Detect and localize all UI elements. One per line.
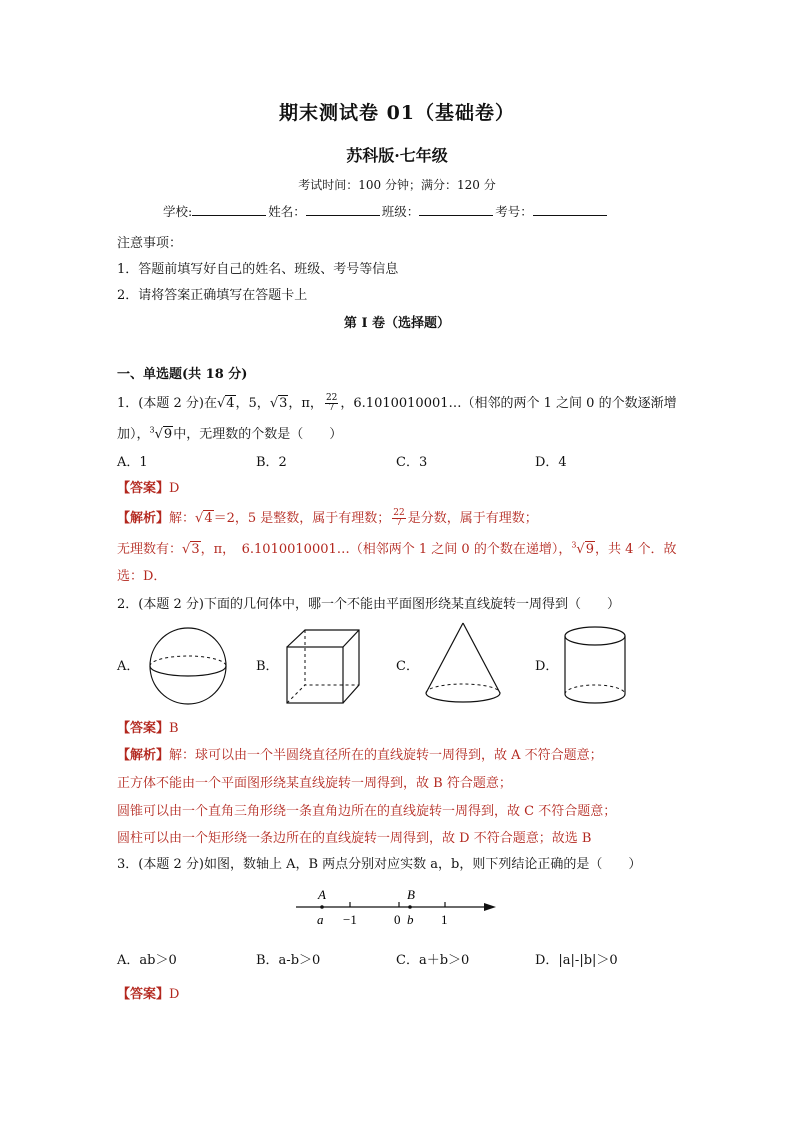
q1-option-c[interactable]: C．3 xyxy=(396,455,428,470)
value-a-label: a xyxy=(317,912,324,927)
q2-analysis-line1: 【解析】解：球可以由一个半圆绕直径所在的直线旋转一周得到，故 A 不符合题意； xyxy=(117,748,603,763)
cylinder-icon xyxy=(561,624,629,708)
q2-answer: 【答案】B xyxy=(117,721,179,736)
value-b-label: b xyxy=(407,912,414,927)
q1-option-b[interactable]: B．2 xyxy=(256,455,287,470)
exam-number-label: 考号： xyxy=(495,204,533,219)
q3-option-c[interactable]: C．a＋b＞0 xyxy=(396,953,470,968)
q3-option-d[interactable]: D．|a|-|b|＞0 xyxy=(535,953,618,968)
notes-heading: 注意事项： xyxy=(117,236,183,251)
q3-answer: 【答案】D xyxy=(117,987,180,1002)
page-subtitle: 苏科版·七年级 xyxy=(346,146,448,165)
exam-number-blank xyxy=(533,203,607,216)
section-title: 一、单选题(共 18 分) xyxy=(117,367,248,382)
q1-analysis-line3: 选：D． xyxy=(117,569,167,584)
exam-time: 考试时间：100 分钟；满分：120 分 xyxy=(298,178,496,192)
cone-icon xyxy=(423,620,503,708)
point-b xyxy=(408,905,412,909)
q1-option-d[interactable]: D．4 xyxy=(535,455,567,470)
q2-option-d[interactable]: D． xyxy=(535,659,559,674)
question-3-stem: 3．(本题 2 分)如图，数轴上 A，B 两点分别对应实数 a，b，则下列结论正确的是（ ） xyxy=(117,857,642,872)
q2-option-a[interactable]: A． xyxy=(117,659,140,674)
class-label: 班级： xyxy=(381,204,420,219)
question-1-stem: 1．(本题 2 分)在√4，5，√3，π， $\frac{22}{7}$ ，6.1010010001…（相邻的两个 1 之间 0 的个数逐渐增 xyxy=(117,393,677,413)
q2-analysis-line4: 圆柱可以由一个矩形绕一条边所在的直线旋转一周得到，故 D 不符合题意；故选 B xyxy=(117,831,592,846)
q2-option-b[interactable]: B． xyxy=(256,659,279,674)
note-item: 2．请将答案正确填写在答题卡上 xyxy=(117,288,308,303)
school-label: 学校: xyxy=(163,204,193,219)
q1-option-a[interactable]: A．1 xyxy=(117,455,148,470)
question-1-stem-line2: 加），$^3$√9中，无理数的个数是（ ） xyxy=(117,425,343,442)
q1-analysis-line2: 无理数有：√3，π， 6.1010010001…（相邻两个 1 之间 0 的个数在递增），$^3$√9，共 4 个．故 xyxy=(117,540,677,557)
school-blank xyxy=(192,203,266,216)
part-title: 第 I 卷（选择题） xyxy=(343,316,451,331)
sphere-icon xyxy=(146,625,230,707)
q3-option-a[interactable]: A．ab＞0 xyxy=(117,953,177,968)
tick-label: 0 xyxy=(394,912,401,927)
info-fields xyxy=(163,202,609,220)
point-b-label: B xyxy=(407,887,415,902)
q2-analysis-line2: 正方体不能由一个平面图形绕某直线旋转一周得到，故 B 符合题意； xyxy=(117,776,512,791)
point-a xyxy=(320,905,324,909)
q1-answer: 【答案】D xyxy=(117,481,180,496)
q3-option-b[interactable]: B．a-b＞0 xyxy=(256,953,321,968)
fraction: $\frac{22}{7}$ xyxy=(325,393,338,413)
point-a-label: A xyxy=(318,887,326,902)
class-blank xyxy=(419,203,493,216)
name-blank xyxy=(306,203,380,216)
cube-icon xyxy=(283,627,363,707)
name-label: 姓名： xyxy=(268,204,306,219)
tick-label: 1 xyxy=(441,912,448,927)
tick-label: −1 xyxy=(343,912,357,927)
note-item: 1．答题前填写好自己的姓名、班级、考号等信息 xyxy=(117,262,399,277)
q2-analysis-line3: 圆锥可以由一个直角三角形绕一条直角边所在的直线旋转一周得到，故 C 不符合题意； xyxy=(117,804,617,819)
page-title: 期末测试卷 01（基础卷） xyxy=(278,102,516,124)
q2-option-c[interactable]: C． xyxy=(396,659,419,674)
q1-analysis-line1: 【解析】解：√4＝2，5 是整数，属于有理数； $\frac{22}{7}$ 是分数，属于有理数； xyxy=(117,508,538,528)
number-line xyxy=(290,880,500,930)
question-2-stem: 2．(本题 2 分)下面的几何体中，哪一个不能由平面图形绕某直线旋转一周得到（ ） xyxy=(117,597,620,612)
